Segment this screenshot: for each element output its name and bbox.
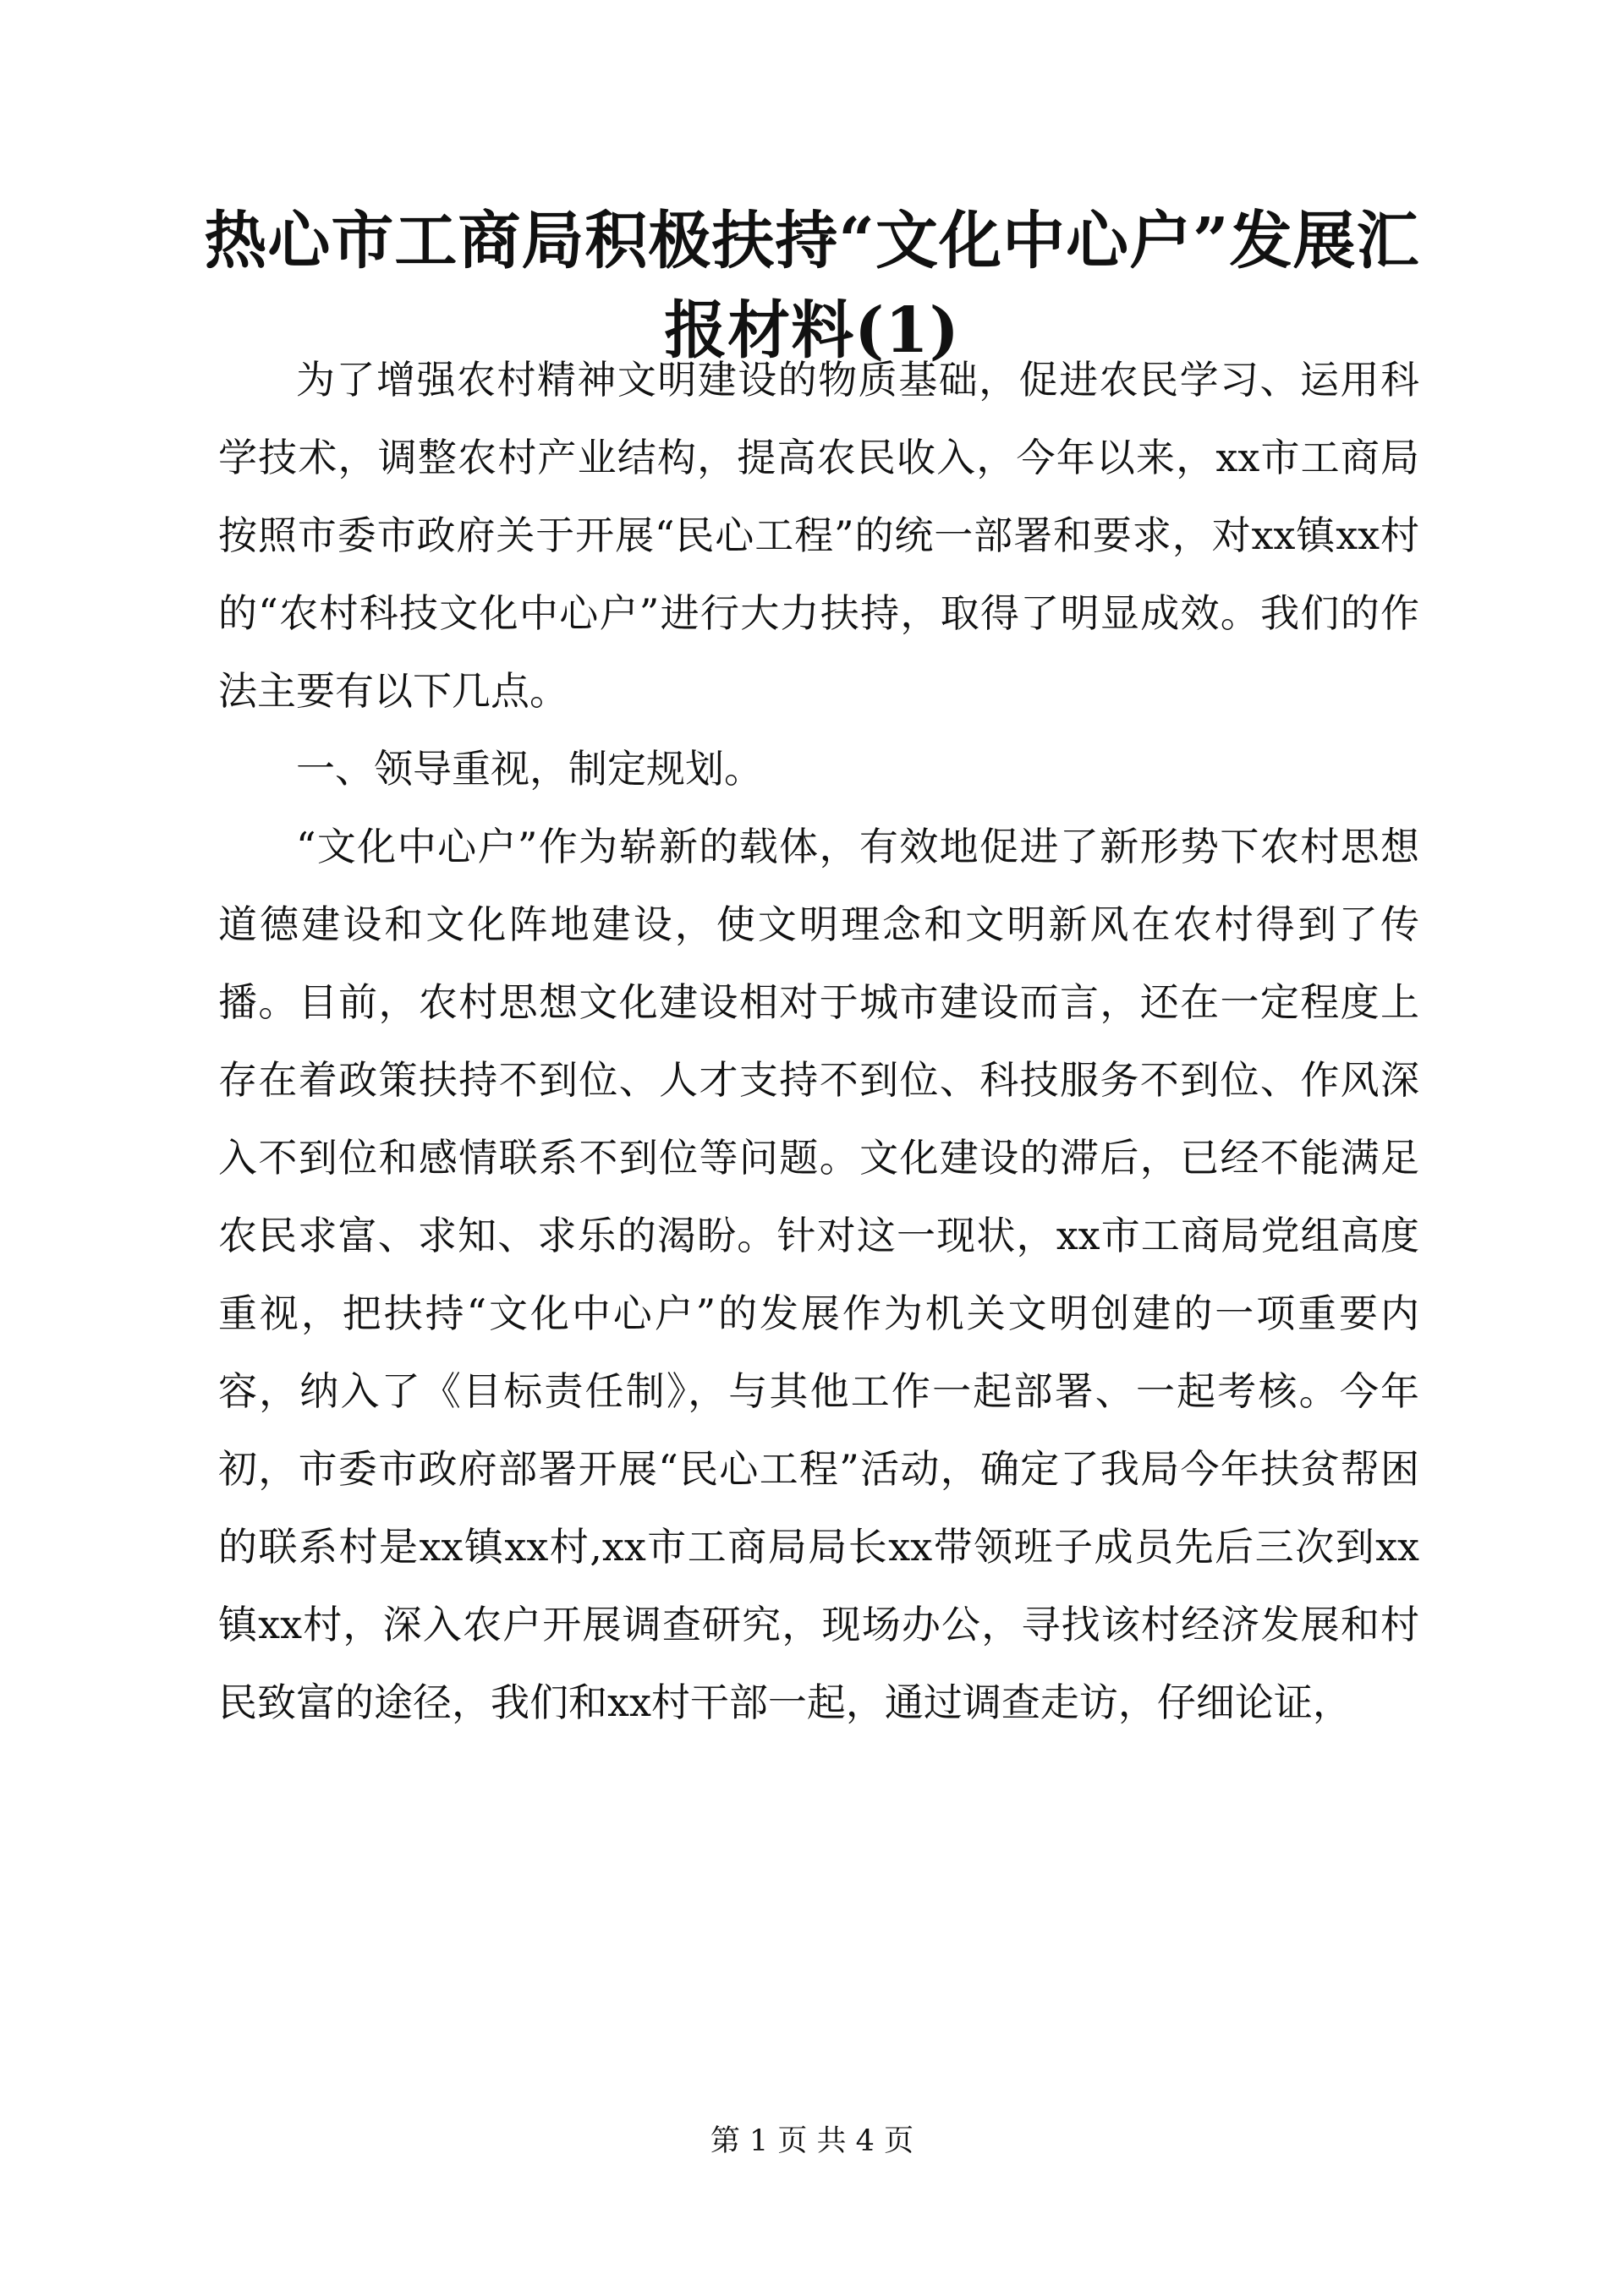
section-heading-1: 一、领导重视，制定规划。 <box>296 746 763 792</box>
title-line-1: 热心市工商局积极扶持“文化中心户”发展汇 <box>204 205 1420 277</box>
paragraph-intro: 为了增强农村精神文明建设的物质基础，促进农民学习、运用科学技术，调整农村产业结构，提高农民收入，今年以来，xx市工商局按照市委市政府关于开展“民心工程”的统一部署和要求，对xx镇xx村的“农村科技文化中心户”进行大力扶持，取得了明显成效。我们的作法主要有以下几点。 <box>218 357 1419 714</box>
paragraph-section-1: “文化中心户”作为崭新的载体，有效地促进了新形势下农村思想道德建设和文化阵地建设，使文明理念和文明新风在农村得到了传播。目前，农村思想文化建设相对于城市建设而言，还在一定程度上存在着政策扶持不到位、人才支持不到位、科技服务不到位、作风深入不到位和感情联系不到位等问题。文化建设的滞后，已经不能满足农民求富、求知、求乐的渴盼。针对这一现状，xx市工商局党组高度重视，把扶持“文化中心户”的发展作为机关文明创建的一项重要内容，纳入了《目标责任制》，与其他工作一起部署、一起考核。今年初，市委市政府部署开展“民心工程”活动，确定了我局今年扶贫帮困的联系村是xx镇xx村,xx市工商局局长xx带领班子成员先后三次到xx镇xx村，深入农户开展调查研究，现场办公，寻找该村经济发展和村民致富的途径，我们和xx村干部一起，通过调查走访，仔细论证， <box>218 824 1419 1725</box>
document-body <box>218 341 1419 1741</box>
title-line-2: 报材料(1) <box>664 294 960 367</box>
page-number: 第 1 页 共 4 页 <box>710 2124 914 2158</box>
